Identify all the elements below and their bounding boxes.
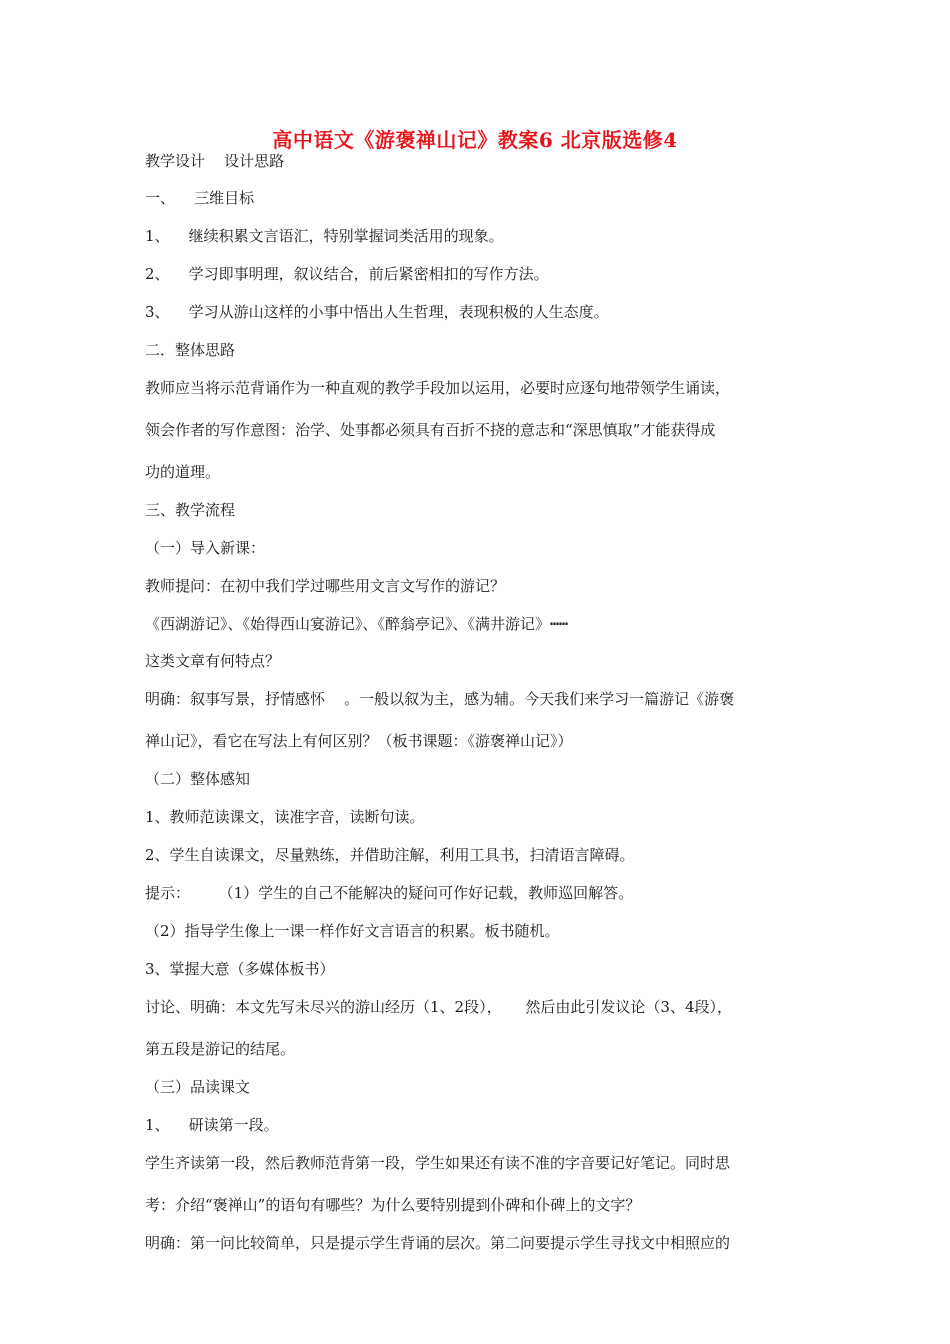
paragraph-line: 教师提问：在初中我们学过哪些用文言文写作的游记？	[145, 577, 506, 595]
objective-item: 2、 学习即事明理，叙议结合，前后紧密相扣的写作方法。	[145, 265, 549, 283]
paragraph-line: 禅山记》，看它在写法上有何区别？（板书课题：《游褒禅山记》）	[145, 732, 573, 750]
subsection-heading: （一）导入新课：	[145, 539, 266, 557]
objective-item: 1、 继续积累文言语汇，特别掌握词类活用的现象。	[145, 227, 504, 245]
paragraph-line: 1、 研读第一段。	[145, 1116, 279, 1134]
subsection-heading: （二）整体感知	[145, 770, 251, 788]
paragraph-line: （2）指导学生像上一课一样作好文言语言的积累。板书随机。	[145, 922, 560, 940]
subtitle-line: 教学设计 设计思路	[145, 152, 285, 170]
paragraph-line: 2、学生自读课文，尽量熟练，并借助注解，利用工具书，扫清语言障碍。	[145, 846, 635, 864]
paragraph-line: 1、教师范读课文，读准字音，读断句读。	[145, 808, 425, 826]
paragraph-line: 领会作者的写作意图：治学、处事都必须具有百折不挠的意志和“深思慎取”才能获得成	[145, 421, 716, 439]
document-title: 高中语文《游褒禅山记》教案6 北京版选修4	[272, 128, 678, 152]
paragraph-line: 明确：第一问比较简单，只是提示学生背诵的层次。第二问要提示学生寻找文中相照应的	[145, 1234, 731, 1252]
paragraph-line: 明确：叙事写景，抒情感怀 。一般以叙为主，感为辅。今天我们来学习一篇游记《游褒	[145, 690, 735, 708]
paragraph-line: 提示： （1）学生的自己不能解决的疑问可作好记载，教师巡回解答。	[145, 884, 634, 902]
subsection-heading: （三）品读课文	[145, 1078, 251, 1096]
document-body	[145, 150, 810, 1254]
paragraph-line: 3、掌握大意（多媒体板书）	[145, 960, 335, 978]
objective-item: 3、 学习从游山这样的小事中悟出人生哲理，表现积极的人生态度。	[145, 303, 609, 321]
paragraph-line: 《西湖游记》、《始得西山宴游记》、《醉翁亭记》、《满井游记》┅┅	[145, 615, 569, 633]
section-heading: 一、 三维目标	[145, 189, 255, 207]
paragraph-line: 这类文章有何特点？	[145, 652, 281, 670]
section-heading: 二．整体思路	[145, 341, 236, 359]
paragraph-line: 第五段是游记的结尾。	[145, 1040, 296, 1058]
paragraph-line: 学生齐读第一段，然后教师范背第一段，学生如果还有读不准的字音要记好笔记。同时思	[145, 1154, 731, 1172]
paragraph-line: 功的道理。	[145, 463, 221, 481]
paragraph-line: 讨论、明确：本文先写未尽兴的游山经历（1、2段）， 然后由此引发议论（3、4段），	[145, 998, 733, 1016]
paragraph-line: 考：介绍“褒禅山”的语句有哪些？为什么要特别提到仆碑和仆碑上的文字？	[145, 1196, 641, 1214]
paragraph-line: 教师应当将示范背诵作为一种直观的教学手段加以运用，必要时应逐句地带领学生诵读，	[145, 379, 731, 397]
section-heading: 三、教学流程	[145, 501, 236, 519]
